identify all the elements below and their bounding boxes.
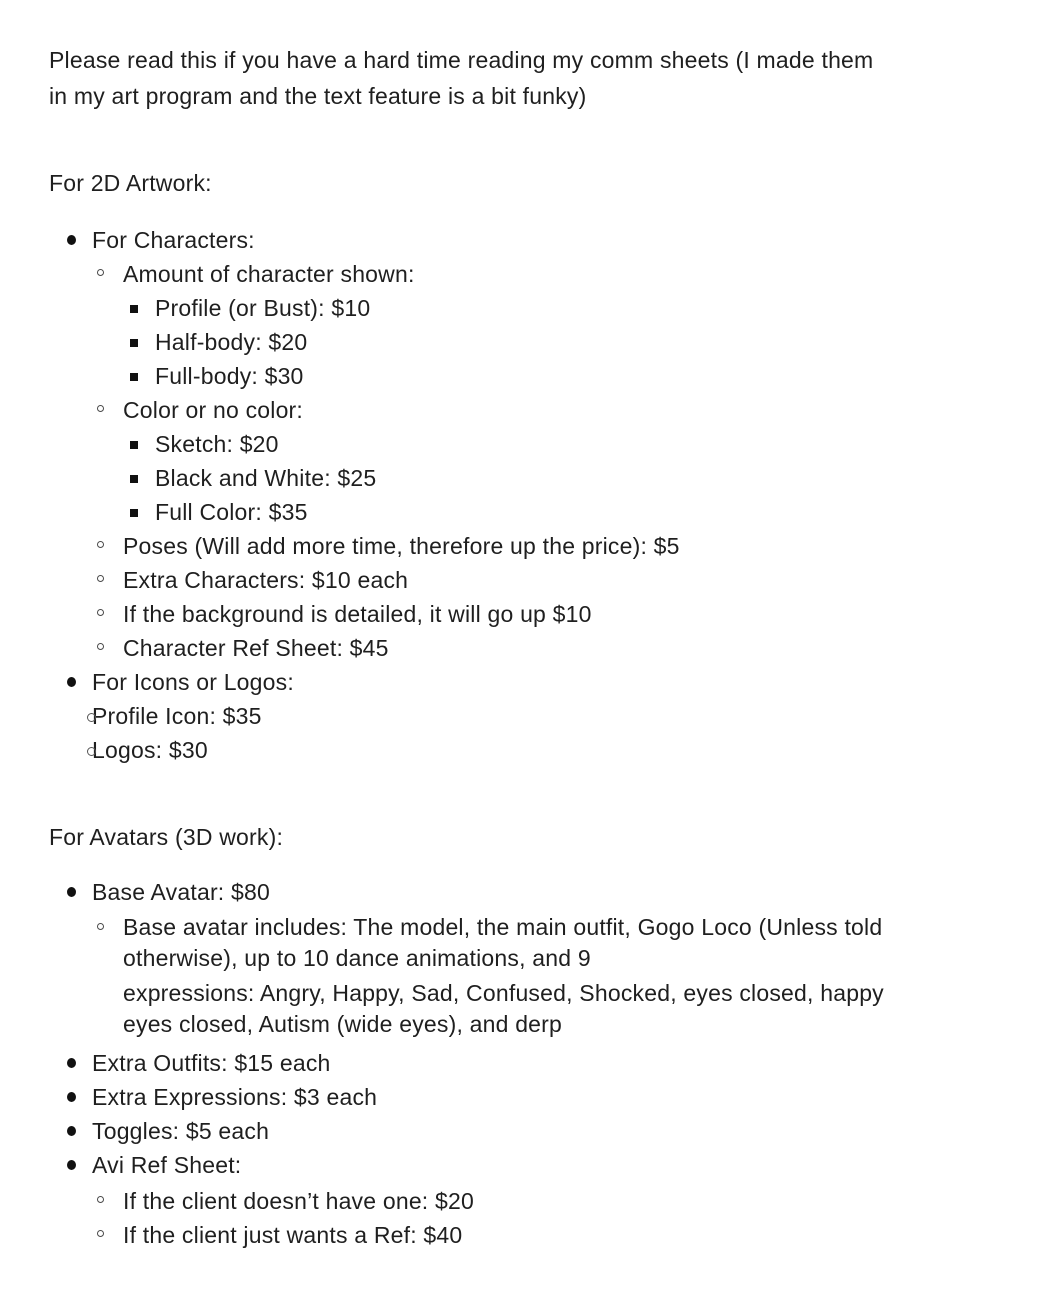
bullet-square-icon: [130, 475, 138, 483]
bullet-square-icon: [130, 305, 138, 313]
list-item-label: Amount of character shown:: [123, 261, 415, 287]
list-item-label: Full-body: $30: [155, 363, 304, 389]
intro-line-1: Please read this if you have a hard time reading my comm sheets (I made them: [49, 47, 874, 73]
intro-note: [49, 42, 996, 114]
list-item-sketch-price: [49, 427, 996, 461]
bullet-circle-icon: [97, 643, 104, 650]
list-item-for-characters: [49, 223, 996, 257]
bullet-circle-icon: [87, 713, 96, 722]
list-item-ref-sheet-only-price: [49, 1218, 996, 1252]
list-item-label: Extra Characters: $10 each: [123, 567, 409, 593]
list-item-label: Black and White: $25: [155, 465, 377, 491]
bullet-circle-icon: [97, 923, 104, 930]
list-item-for-icons-or-logos: [49, 665, 996, 699]
list-item-label: Profile (or Bust): $10: [155, 295, 371, 321]
list-item-base-avatar-includes: [49, 909, 996, 1040]
bullet-square-icon: [130, 509, 138, 517]
bullet-disc-icon: [67, 677, 76, 687]
list-item-avi-ref-sheet: [49, 1148, 996, 1182]
bullet-circle-icon: [97, 541, 104, 548]
bullet-disc-icon: [67, 1160, 76, 1170]
list-item-label: Base Avatar: $80: [92, 879, 270, 905]
bullet-disc-icon: [67, 235, 76, 245]
bullet-disc-icon: [67, 1092, 76, 1102]
list-item-label: For Icons or Logos:: [92, 669, 294, 695]
list-item-label: Poses (Will add more time, therefore up the price): $5: [123, 533, 680, 559]
list-item-label: Toggles: $5 each: [92, 1118, 270, 1144]
list-item-extra-outfits-price: [49, 1046, 996, 1080]
list-3d-avatars: [49, 875, 996, 1252]
list-item-ref-sheet-no-ref-price: [49, 1184, 996, 1218]
list-item-label: Extra Expressions: $3 each: [92, 1084, 378, 1110]
includes-line-1: Base avatar includes: The model, the main outfit, Gogo Loco (Unless told: [123, 914, 883, 940]
bullet-disc-icon: [67, 1058, 76, 1068]
bullet-circle-icon: [97, 269, 104, 276]
list-item-full-color-price: [49, 495, 996, 529]
list-item-label: Extra Outfits: $15 each: [92, 1050, 331, 1076]
list-item-profile-icon-price: [49, 699, 996, 733]
base-avatar-includes-paragraph: [123, 909, 996, 974]
list-item-label: If the background is detailed, it will go up $10: [123, 601, 592, 627]
intro-line-2: in my art program and the text feature is a bit funky): [49, 83, 587, 109]
list-item-character-ref-sheet-price: [49, 631, 996, 665]
list-item-label: Color or no color:: [123, 397, 304, 423]
bullet-square-icon: [130, 339, 138, 347]
bullet-circle-icon: [97, 575, 104, 582]
bullet-circle-icon: [97, 609, 104, 616]
bullet-square-icon: [130, 373, 138, 381]
list-2d-artwork: [49, 223, 996, 767]
bullet-circle-icon: [97, 1196, 104, 1203]
list-item-color-or-no-color: [49, 393, 996, 427]
list-item-label: Character Ref Sheet: $45: [123, 635, 389, 661]
list-item-toggles-price: [49, 1114, 996, 1148]
bullet-disc-icon: [67, 1126, 76, 1136]
bullet-circle-icon: [87, 747, 96, 756]
list-item-label: Logos: $30: [92, 737, 208, 763]
list-item-black-white-price: [49, 461, 996, 495]
list-item-label: Full Color: $35: [155, 499, 308, 525]
list-item-half-body-price: [49, 325, 996, 359]
list-item-label: Sketch: $20: [155, 431, 279, 457]
list-item-logos-price: [49, 733, 996, 767]
heading-3d-avatars: For Avatars (3D work):: [49, 824, 284, 850]
bullet-circle-icon: [97, 405, 104, 412]
list-item-profile-bust-price: [49, 291, 996, 325]
list-item-amount-shown: [49, 257, 996, 291]
bullet-circle-icon: [97, 1230, 104, 1237]
list-item-label: If the client just wants a Ref: $40: [123, 1222, 463, 1248]
expressions-line-1: expressions: Angry, Happy, Sad, Confused, Shocked, eyes closed, happy: [123, 980, 884, 1006]
includes-line-2: otherwise), up to 10 dance animations, and 9: [123, 945, 591, 971]
list-item-detailed-background-note: [49, 597, 996, 631]
list-item-label: Profile Icon: $35: [92, 703, 262, 729]
heading-2d-artwork: For 2D Artwork:: [49, 170, 212, 196]
expressions-line-2: eyes closed, Autism (wide eyes), and derp: [123, 1011, 563, 1037]
list-item-label: If the client doesn’t have one: $20: [123, 1188, 474, 1214]
expressions-paragraph: [123, 978, 996, 1040]
list-item-label: Half-body: $20: [155, 329, 308, 355]
bullet-square-icon: [130, 441, 138, 449]
list-item-extra-expressions-price: [49, 1080, 996, 1114]
list-item-poses-price: [49, 529, 996, 563]
list-item-base-avatar-price: [49, 875, 996, 909]
list-item-extra-characters-price: [49, 563, 996, 597]
list-item-label: Avi Ref Sheet:: [92, 1152, 242, 1178]
list-item-full-body-price: [49, 359, 996, 393]
list-item-label: For Characters:: [92, 227, 255, 253]
bullet-disc-icon: [67, 887, 76, 897]
